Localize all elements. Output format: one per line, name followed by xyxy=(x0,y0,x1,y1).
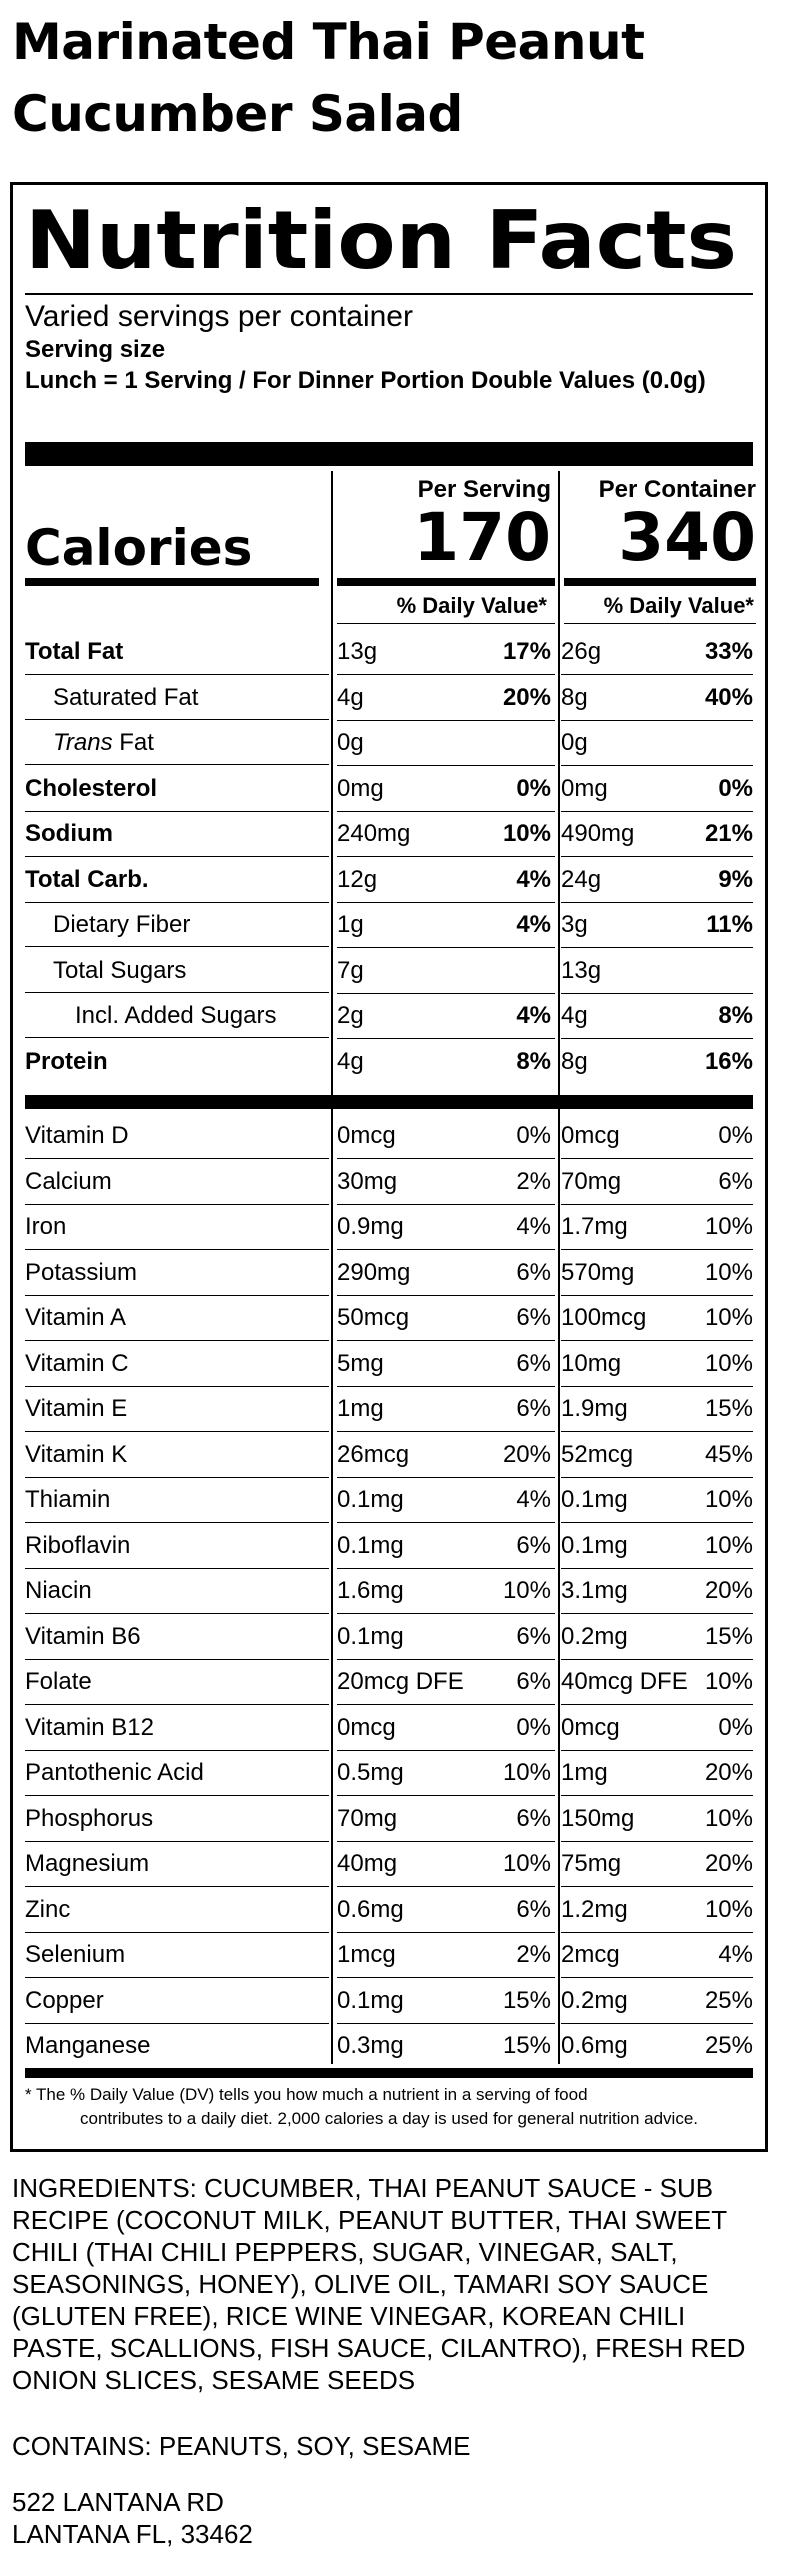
dv-per-container: 10% xyxy=(704,1804,753,1832)
amount-per-container: 75mg xyxy=(561,1850,622,1877)
servings-per-container: Varied servings per container xyxy=(25,300,413,333)
amount-per-serving: 0.1mg xyxy=(337,1531,404,1559)
nutrient-name: Vitamin B6 xyxy=(25,1615,329,1660)
nutrient-name: Zinc xyxy=(25,1888,329,1933)
address-line-2: LANTANA FL, 33462 xyxy=(12,2519,253,2549)
dv-per-container: 10% xyxy=(704,1213,753,1240)
dv-per-serving xyxy=(337,721,551,765)
nutrient-name: Iron xyxy=(25,1205,329,1250)
dv-per-container xyxy=(561,721,753,765)
amount-per-container: 52mcg xyxy=(561,1440,634,1468)
nutrient-row-cholesterol xyxy=(25,767,753,813)
amount-per-container: 0.1mg xyxy=(561,1531,628,1559)
dv-per-container: 10% xyxy=(704,1895,753,1923)
amount-per-serving: 0.5mg xyxy=(337,1759,404,1786)
nutrient-row-thiamin xyxy=(25,1478,753,1524)
amount-per-container: 0mg xyxy=(561,774,608,802)
dv-per-container: 4% xyxy=(718,1941,753,1968)
nutrient-row-phosphorus xyxy=(25,1797,753,1843)
dv-per-container: 11% xyxy=(706,911,753,938)
nutrient-name: Vitamin A xyxy=(25,1296,329,1341)
amount-per-container: 490mg xyxy=(561,820,635,847)
amount-per-serving: 0.1mg xyxy=(337,1486,404,1513)
dv-per-serving: 20% xyxy=(502,1440,551,1468)
amount-per-container: 10mg xyxy=(561,1349,622,1377)
dv-per-serving: 4% xyxy=(516,911,551,938)
nutrient-name: Riboflavin xyxy=(25,1524,329,1569)
amount-per-serving: 1g xyxy=(337,911,364,938)
dv-per-serving: 4% xyxy=(516,1213,551,1240)
dv-per-serving: 6% xyxy=(516,1622,551,1650)
amount-per-container: 13g xyxy=(561,956,602,984)
nutrient-name: Sodium xyxy=(25,812,329,857)
dv-per-container: 0% xyxy=(718,774,753,802)
nutrient-row-dietary-fiber xyxy=(25,903,753,949)
micro-nutrient-rows xyxy=(25,1114,753,2070)
amount-per-container: 26g xyxy=(561,638,602,665)
dv-per-container: 10% xyxy=(704,1349,753,1377)
nutrient-row-total-carb xyxy=(25,858,753,904)
dv-per-container: 20% xyxy=(704,1850,753,1877)
dv-per-container: 20% xyxy=(704,1759,753,1786)
nutrient-name: Niacin xyxy=(25,1569,329,1614)
nutrient-row-selenium xyxy=(25,1933,753,1979)
nutrient-name: Total Sugars xyxy=(25,949,329,993)
nutrient-name: Vitamin E xyxy=(25,1387,329,1432)
recipe-title: Marinated Thai Peanut Cucumber Salad xyxy=(12,13,645,143)
nutrient-name: Total Carb. xyxy=(25,858,329,903)
dv-per-serving: 15% xyxy=(502,2032,551,2059)
amount-per-container: 24g xyxy=(561,865,602,893)
dv-per-container: 0% xyxy=(718,1122,753,1149)
amount-per-serving: 1mcg xyxy=(337,1941,396,1968)
dv-per-container: 25% xyxy=(704,1986,753,2014)
dv-rule-mid xyxy=(337,623,555,624)
dv-per-serving: 6% xyxy=(516,1804,551,1832)
calories-per-serving: 170 xyxy=(413,499,551,576)
amount-per-serving: 0.6mg xyxy=(337,1895,404,1923)
dv-per-serving: 10% xyxy=(502,820,551,847)
nutrient-row-vitamin-k xyxy=(25,1433,753,1479)
amount-per-serving: 26mcg xyxy=(337,1440,410,1468)
nutrient-row-sodium xyxy=(25,812,753,858)
nutrient-name: Copper xyxy=(25,1979,329,2024)
footnote-divider-bar xyxy=(25,2068,753,2078)
dv-per-serving: 2% xyxy=(516,1941,551,1968)
dv-per-serving: 6% xyxy=(516,1349,551,1377)
per-serving-header: Per Serving xyxy=(417,476,551,503)
dv-per-container: 16% xyxy=(704,1047,753,1075)
footnote-line-2: contributes to a daily diet. 2,000 calories a day is used for general nutrition advice. xyxy=(79,2109,699,2128)
amount-per-serving: 0mg xyxy=(337,774,384,802)
nutrient-row-vitamin-c xyxy=(25,1342,753,1388)
amount-per-container: 70mg xyxy=(561,1167,622,1195)
calories-rule-right xyxy=(564,578,756,586)
amount-per-container: 0.6mg xyxy=(561,2032,628,2059)
amount-per-container: 1mg xyxy=(561,1759,608,1786)
dv-per-container: 10% xyxy=(704,1531,753,1559)
nutrient-row-vitamin-a xyxy=(25,1296,753,1342)
amount-per-container: 0.1mg xyxy=(561,1486,628,1513)
amount-per-serving: 290mg xyxy=(337,1258,411,1286)
nutrient-row-added-sugars xyxy=(25,994,753,1040)
amount-per-serving: 0.3mg xyxy=(337,2032,404,2059)
amount-per-serving: 50mcg xyxy=(337,1304,410,1331)
calories-label: Calories xyxy=(25,519,253,577)
nutrient-name: Pantothenic Acid xyxy=(25,1751,329,1796)
dv-per-container: 0% xyxy=(718,1713,753,1741)
dv-per-container: 15% xyxy=(704,1622,753,1650)
amount-per-serving: 30mg xyxy=(337,1167,398,1195)
dv-per-serving: 10% xyxy=(502,1577,551,1604)
dv-per-container: 33% xyxy=(704,638,753,665)
nutrient-name: Dietary Fiber xyxy=(25,903,329,947)
amount-per-serving: 70mg xyxy=(337,1804,398,1832)
nutrient-name: Total Fat xyxy=(25,630,329,675)
dv-per-serving: 0% xyxy=(516,774,551,802)
dv-per-container: 20% xyxy=(704,1577,753,1604)
nutrient-row-vitamin-b12 xyxy=(25,1706,753,1752)
footnote-line-1: * The % Daily Value (DV) tells you how much a nutrient in a serving of food xyxy=(25,2085,588,2104)
address-line-1: 522 LANTANA RD xyxy=(12,2487,224,2517)
nutrient-row-folate xyxy=(25,1660,753,1706)
amount-per-container: 150mg xyxy=(561,1804,635,1832)
nutrient-row-vitamin-e xyxy=(25,1387,753,1433)
amount-per-serving: 0.9mg xyxy=(337,1213,404,1240)
nutrient-name: Calcium xyxy=(25,1160,329,1205)
amount-per-container: 40mcg DFE xyxy=(561,1668,688,1695)
amount-per-serving: 240mg xyxy=(337,820,411,847)
nutrient-row-manganese xyxy=(25,2024,753,2070)
serving-size-label: Serving size xyxy=(25,336,166,363)
nutrient-name: Protein xyxy=(25,1047,108,1075)
amount-per-container: 100mcg xyxy=(561,1304,647,1331)
nutrient-name: Potassium xyxy=(25,1251,329,1296)
dv-per-container: 10% xyxy=(704,1486,753,1513)
trans-italic: Trans xyxy=(53,729,113,756)
calories-rule-left xyxy=(25,578,319,586)
nutrient-name xyxy=(25,721,329,765)
dv-per-container: 8% xyxy=(718,1002,753,1029)
nutrient-name: Magnesium xyxy=(25,1842,329,1887)
dv-per-serving: 10% xyxy=(502,1850,551,1877)
dv-per-serving: 15% xyxy=(502,1986,551,2014)
dv-per-serving: 10% xyxy=(502,1759,551,1786)
amount-per-container: 570mg xyxy=(561,1258,635,1286)
amount-per-serving: 0.1mg xyxy=(337,1622,404,1650)
amount-per-serving: 12g xyxy=(337,865,378,893)
dv-per-serving: 20% xyxy=(502,683,551,711)
ingredients-text: INGREDIENTS: CUCUMBER, THAI PEANUT SAUCE - SUB RECIPE (COCONUT MILK, PEANUT BUTTER, THAI SWEET CHILI (THAI CHILI PEPPERS, SUGAR, VINEGAR, SALT, SEASONINGS, HONEY), OLIVE OIL, TAMARI SOY SAUCE (GLUTEN FREE), RICE WINE VINEGAR, KOREAN CHILI PASTE, SCALLIONS, FISH SAUCE, CILANTRO), FRESH RED ONION SLICES, SESAME SEEDS xyxy=(12,2173,746,2395)
calories-rule-mid xyxy=(337,578,555,586)
amount-per-serving: 2g xyxy=(337,1002,364,1029)
dv-per-serving: 6% xyxy=(516,1258,551,1286)
amount-per-serving: 7g xyxy=(337,956,364,984)
dv-per-container: 25% xyxy=(704,2032,753,2059)
amount-per-serving: 0mcg xyxy=(337,1122,396,1149)
daily-value-footnote xyxy=(25,2083,753,2131)
amount-per-container: 3g xyxy=(561,911,588,938)
amount-per-serving: 0g xyxy=(337,729,364,756)
dv-per-container: 9% xyxy=(718,865,753,893)
nutrient-row-zinc xyxy=(25,1888,753,1934)
dv-rule-right xyxy=(564,623,756,624)
dv-per-container: 40% xyxy=(704,683,753,711)
dv-per-container xyxy=(561,949,753,993)
dv-per-serving: 0% xyxy=(516,1713,551,1741)
nutrient-row-vitamin-b6 xyxy=(25,1615,753,1661)
nutrient-name: Folate xyxy=(25,1660,329,1705)
nutrient-name: Vitamin B12 xyxy=(25,1706,329,1751)
dv-per-serving: 8% xyxy=(516,1047,551,1075)
nutrient-row-calcium xyxy=(25,1160,753,1206)
dv-per-container: 10% xyxy=(704,1668,753,1695)
nutrient-row-total-sugars xyxy=(25,949,753,995)
nutrient-row-riboflavin xyxy=(25,1524,753,1570)
amount-per-serving: 40mg xyxy=(337,1850,398,1877)
dv-per-serving: 4% xyxy=(516,865,551,893)
amount-per-serving: 4g xyxy=(337,1047,364,1075)
dv-per-serving: 6% xyxy=(516,1531,551,1559)
dv-per-serving: 2% xyxy=(516,1167,551,1195)
amount-per-serving: 4g xyxy=(337,683,364,711)
amount-per-container: 4g xyxy=(561,1002,588,1029)
dv-per-container: 15% xyxy=(704,1395,753,1422)
dv-per-serving xyxy=(337,949,551,993)
amount-per-container: 0mcg xyxy=(561,1122,620,1149)
per-container-header: Per Container xyxy=(598,476,756,503)
nutrient-row-protein xyxy=(25,1040,753,1086)
nutrient-name: Incl. Added Sugars xyxy=(25,994,329,1038)
nutrient-name: Phosphorus xyxy=(25,1797,329,1842)
nutrient-row-total-fat xyxy=(25,630,753,676)
nutrient-row-copper xyxy=(25,1979,753,2025)
dv-per-serving: 6% xyxy=(516,1304,551,1331)
amount-per-container: 1.7mg xyxy=(561,1213,628,1240)
amount-per-container: 8g xyxy=(561,1047,588,1075)
amount-per-container: 0mcg xyxy=(561,1713,620,1741)
nutrient-row-pantothenic-acid xyxy=(25,1751,753,1797)
nutrient-name: Saturated Fat xyxy=(25,676,329,720)
nutrient-name: Manganese xyxy=(25,2032,151,2059)
nutrient-name: Vitamin D xyxy=(25,1114,329,1159)
nutrient-name: Vitamin C xyxy=(25,1342,329,1387)
dv-per-serving: 17% xyxy=(502,638,551,665)
dv-per-serving: 6% xyxy=(516,1668,551,1695)
nutrient-row-magnesium xyxy=(25,1842,753,1888)
dv-per-serving: 6% xyxy=(516,1395,551,1422)
amount-per-container: 0.2mg xyxy=(561,1986,628,2014)
amount-per-container: 1.9mg xyxy=(561,1395,628,1422)
amount-per-serving: 1.6mg xyxy=(337,1577,404,1604)
dv-per-serving: 0% xyxy=(516,1122,551,1149)
dv-per-container: 6% xyxy=(718,1167,753,1195)
protein-divider-bar xyxy=(25,1095,753,1109)
title-rule xyxy=(25,293,753,295)
amount-per-serving: 1mg xyxy=(337,1395,384,1422)
dv-per-serving: 6% xyxy=(516,1895,551,1923)
amount-per-container: 2mcg xyxy=(561,1941,620,1968)
amount-per-container: 3.1mg xyxy=(561,1577,628,1604)
dv-per-container: 10% xyxy=(704,1304,753,1331)
nutrient-row-iron xyxy=(25,1205,753,1251)
dv-per-container: 45% xyxy=(704,1440,753,1468)
amount-per-container: 0.2mg xyxy=(561,1622,628,1650)
amount-per-serving: 13g xyxy=(337,638,378,665)
amount-per-serving: 0mcg xyxy=(337,1713,396,1741)
dv-per-serving: 4% xyxy=(516,1002,551,1029)
amount-per-serving: 20mcg DFE xyxy=(337,1668,464,1695)
amount-per-container: 8g xyxy=(561,683,588,711)
dv-per-container: 10% xyxy=(704,1258,753,1286)
nutrient-name: Vitamin K xyxy=(25,1433,329,1478)
daily-value-header-serving: % Daily Value* xyxy=(396,593,547,618)
allergens-text: CONTAINS: PEANUTS, SOY, SESAME xyxy=(12,2431,471,2461)
amount-per-serving: 5mg xyxy=(337,1349,384,1377)
nutrient-row-saturated-fat xyxy=(25,676,753,722)
amount-per-container: 0g xyxy=(561,729,588,756)
amount-per-container: 1.2mg xyxy=(561,1895,628,1923)
nutrient-row-trans-fat xyxy=(25,721,753,767)
serving-size-value: Lunch = 1 Serving / For Dinner Portion Double Values (0.0g) xyxy=(25,367,706,394)
amount-per-serving: 0.1mg xyxy=(337,1986,404,2014)
nutrient-name: Cholesterol xyxy=(25,767,329,812)
fat-word: Fat xyxy=(112,729,154,756)
macro-nutrient-rows xyxy=(25,630,753,1085)
nutrition-facts-title: Nutrition Facts xyxy=(25,194,737,287)
serving-divider-bar xyxy=(25,442,753,466)
dv-per-serving: 4% xyxy=(516,1486,551,1513)
nutrient-row-potassium xyxy=(25,1251,753,1297)
nutrient-row-niacin xyxy=(25,1569,753,1615)
nutrition-facts-label xyxy=(10,182,768,2152)
daily-value-header-container: % Daily Value* xyxy=(603,593,754,618)
dv-per-container: 21% xyxy=(704,820,753,847)
nutrient-row-vitamin-d xyxy=(25,1114,753,1160)
nutrient-name: Thiamin xyxy=(25,1478,329,1523)
calories-per-container: 340 xyxy=(618,499,756,576)
nutrient-name: Selenium xyxy=(25,1933,329,1978)
